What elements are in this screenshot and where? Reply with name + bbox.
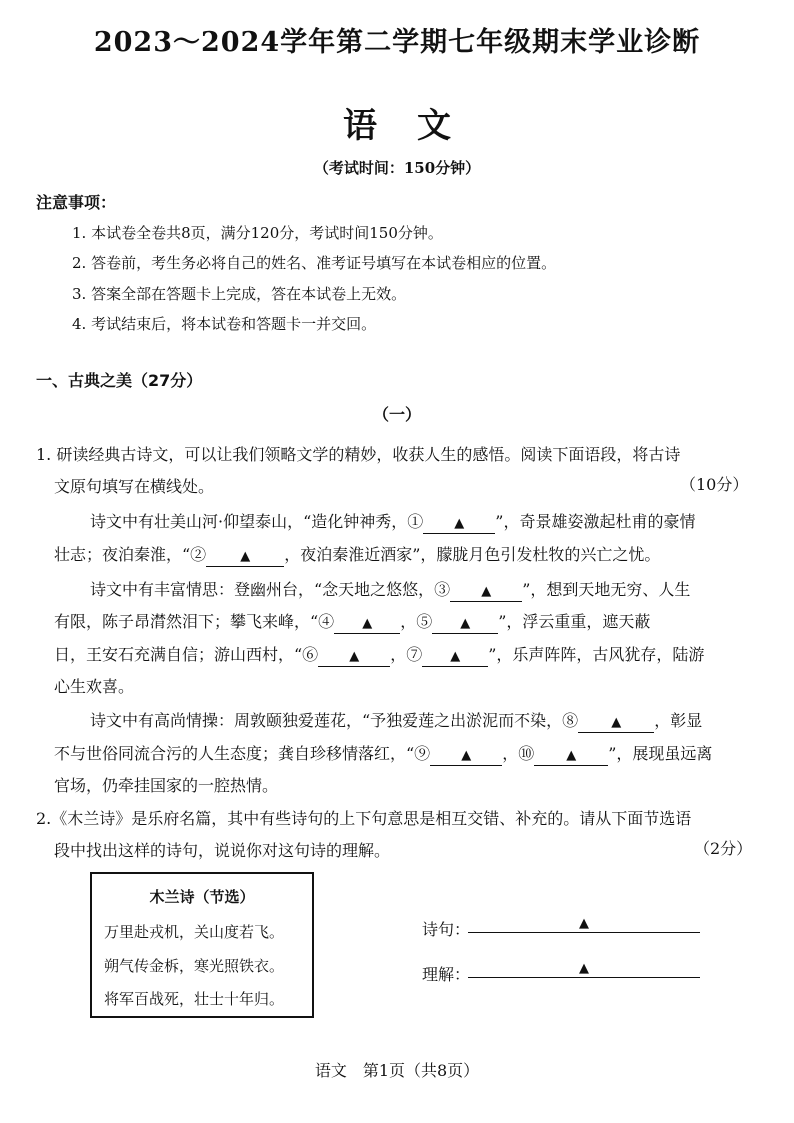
exam-time: （考试时间：150分钟） [313,159,481,177]
subject-title: 语文 [343,106,491,146]
notice-item: 3. 答案全部在答题卡上完成，答在本试卷上无效。 [72,285,407,303]
triangle-marker-icon: ▲ [566,748,577,763]
triangle-marker-icon: ▲ [240,549,251,564]
notice-item: 1. 本试卷全卷共8页，满分120分，考试时间150分钟。 [72,224,443,242]
page-footer: 语文 第1页（共8页） [314,1061,480,1080]
exam-title: 2023～2024学年第二学期七年级期末学业诊断 [93,27,701,58]
triangle-marker-icon: ▲ [454,516,465,531]
q1-paragraph-2-line2: 有限，陈子昂潸然泪下；攀飞来峰，“④ ▲ ，⑤ ▲ ”，浮云重重，遮天蔽 [54,609,650,634]
q1-paragraph-1-line1: 诗文中有壮美山河·仰望泰山，“造化钟神秀，① ▲ ”，奇景雄姿激起杜甫的豪情 [90,509,695,534]
answer-blank-2[interactable] [206,546,284,567]
q1-score: （10分） [680,475,749,494]
notice-item: 2. 答卷前，考生务必将自己的姓名、准考证号填写在本试卷相应的位置。 [72,254,557,272]
answer-line-verse[interactable] [468,912,700,933]
q1-paragraph-3-line3: 官场，仍牵挂国家的一腔热情。 [54,776,279,795]
q1-paragraph-2-line3: 日，王安石充满自信；游山西村，“⑥ ▲ ，⑦ ▲ ”，乐声阵阵，古风犹存，陆游 [54,642,704,667]
triangle-marker-icon: ▲ [461,748,472,763]
answer-blank-10[interactable] [534,745,608,766]
q2-stem-line1: 2.《木兰诗》是乐府名篇，其中有些诗句的上下句意思是相互交错、补充的。请从下面节选语 [36,809,692,828]
answer-blank-8[interactable] [578,712,654,733]
triangle-marker-icon: ▲ [579,916,589,931]
triangle-marker-icon: ▲ [362,616,373,631]
answer-label-understanding: 理解： [422,965,471,984]
triangle-marker-icon: ▲ [460,616,471,631]
poem-line: 朔气传金柝，寒光照铁衣。 [104,957,285,975]
triangle-marker-icon: ▲ [611,715,622,730]
part-heading: （一） [372,405,421,424]
poem-title: 木兰诗（节选） [149,888,255,906]
answer-blank-5[interactable] [432,613,498,634]
q1-paragraph-3-line2: 不与世俗同流合污的人生态度；龚自珍移情落红，“⑨ ▲ ，⑩ ▲ ”，展现虽远离 [54,741,712,766]
answer-line-understanding[interactable] [468,957,700,978]
q1-paragraph-3-line1: 诗文中有高尚情操：周敦颐独爱莲花，“予独爱莲之出淤泥而不染，⑧ ▲ ，彰显 [90,708,702,733]
answer-blank-7[interactable] [422,646,488,667]
notice-item: 4. 考试结束后，将本试卷和答题卡一并交回。 [72,315,377,333]
q1-paragraph-1-line2: 壮志；夜泊秦淮，“② ▲ ，夜泊秦淮近酒家”，朦胧月色引发杜牧的兴亡之忧。 [54,542,660,567]
q1-stem-line2: 文原句填写在横线处。 [54,477,215,496]
answer-blank-3[interactable] [450,581,522,602]
poem-line: 将军百战死，壮士十年归。 [104,990,285,1008]
answer-blank-4[interactable] [334,613,400,634]
poem-excerpt-box [90,872,314,1018]
answer-blank-6[interactable] [318,646,390,667]
q1-stem-line1: 1. 研读经典古诗文，可以让我们领略文学的精妙，收获人生的感悟。阅读下面语段，将古诗 [36,445,681,464]
answer-label-verse: 诗句： [422,920,471,939]
triangle-marker-icon: ▲ [450,649,461,664]
answer-blank-1[interactable] [423,513,495,534]
triangle-marker-icon: ▲ [579,961,589,976]
answer-blank-9[interactable] [430,745,502,766]
triangle-marker-icon: ▲ [349,649,360,664]
poem-line: 万里赴戎机，关山度若飞。 [104,923,285,941]
q2-score: （2分） [694,839,753,858]
triangle-marker-icon: ▲ [481,584,492,599]
section-heading: 一、古典之美（27分） [36,371,203,390]
notice-heading: 注意事项： [36,193,117,212]
q2-stem-line2: 段中找出这样的诗句，说说你对这句诗的理解。 [54,841,391,860]
q1-paragraph-2-line1: 诗文中有丰富情思：登幽州台，“念天地之悠悠，③ ▲ ”，想到天地无穷、人生 [90,577,690,602]
q1-paragraph-2-line4: 心生欢喜。 [54,677,135,696]
